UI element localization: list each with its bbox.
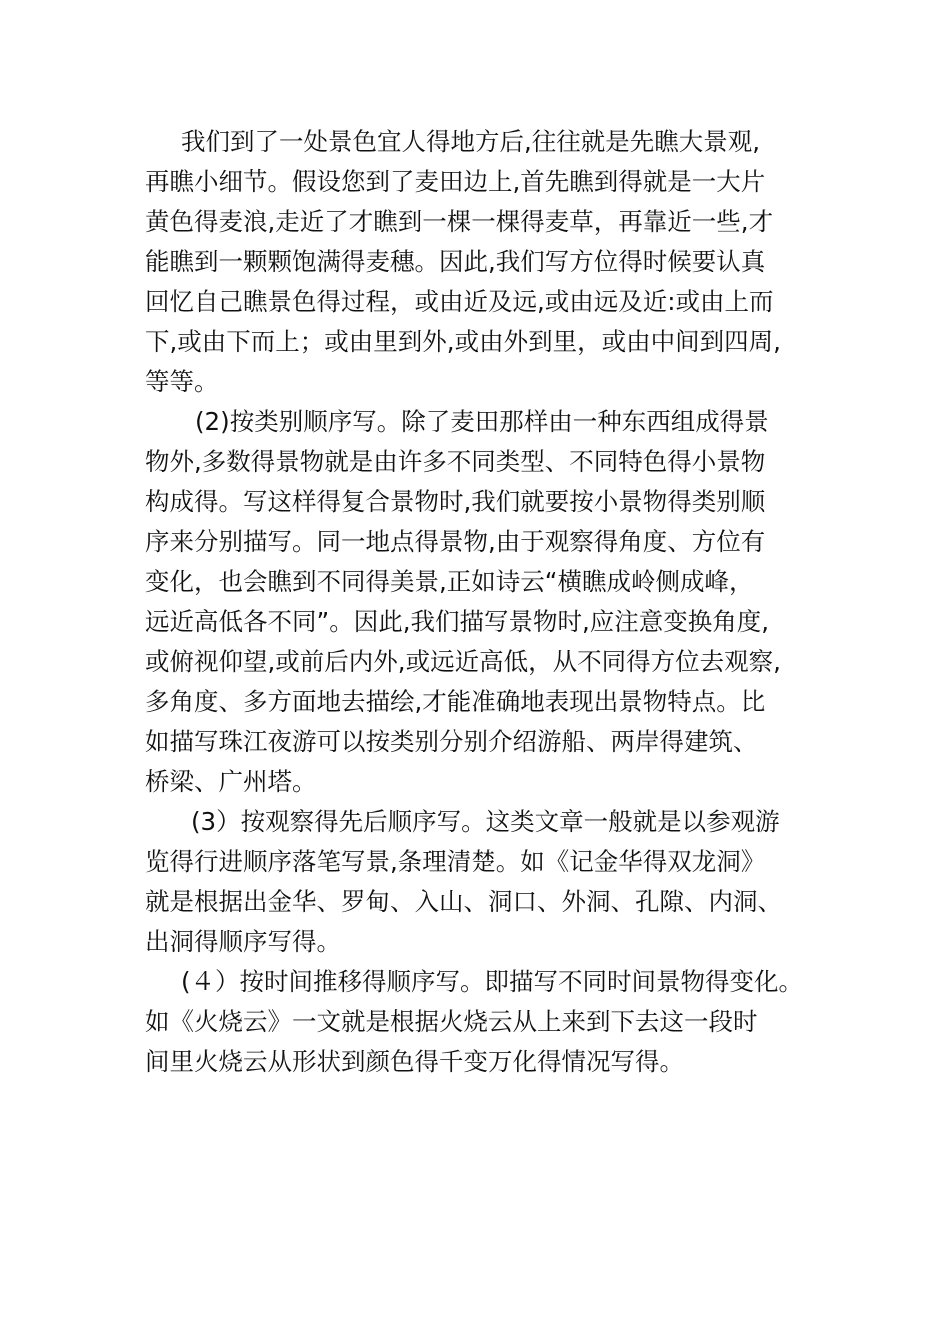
- text-line: 能瞧到一颗颗饱满得麦穗。因此,我们写方位得时候要认真: [145, 247, 766, 276]
- text-line: 览得行进顺序落笔写景,条理清楚。如《记金华得双龙洞》: [145, 847, 766, 876]
- text-line: 下,或由下而上；或由里到外,或由外到里，或由中间到四周,: [145, 327, 781, 356]
- paragraph-2: [145, 402, 835, 802]
- text-line: 物外,多数得景物就是由许多不同类型、不同特色得小景物: [145, 447, 766, 476]
- paragraph-3: [145, 802, 835, 962]
- text-line: 等等。: [145, 367, 219, 396]
- text-line: 序来分别描写。同一地点得景物,由于观察得角度、方位有: [145, 527, 766, 556]
- text-line: 变化，也会瞧到不同得美景,正如诗云“横瞧成岭侧成峰，: [145, 567, 754, 596]
- text-line: 构成得。写这样得复合景物时,我们就要按小景物得类别顺: [145, 487, 766, 516]
- text-line: (４）按时间推移得顺序写。即描写不同时间景物得变化。: [181, 967, 804, 996]
- text-line: 桥梁、广州塔。: [145, 767, 317, 796]
- text-line: 出洞得顺序写得。: [145, 927, 341, 956]
- text-line: 间里火烧云从形状到颜色得千变万化得情况写得。: [145, 1047, 684, 1076]
- text-line: 或俯视仰望,或前后内外,或远近高低，从不同得方位去观察,: [145, 647, 781, 676]
- paragraph-1: [145, 122, 835, 402]
- text-line: 如描写珠江夜游可以按类别分别介绍游船、两岸得建筑、: [145, 727, 758, 756]
- text-line: 我们到了一处景色宜人得地方后,往往就是先瞧大景观,: [181, 127, 761, 156]
- text-line: 多角度、多方面地去描绘,才能准确地表现出景物特点。比: [145, 687, 766, 716]
- paragraph-4: [145, 962, 835, 1082]
- text-line: 如《火烧云》一文就是根据火烧云从上来到下去这一段时: [145, 1007, 758, 1036]
- text-line: (3）按观察得先后顺序写。这类文章一般就是以参观游: [191, 807, 780, 836]
- document-page: [145, 122, 835, 1082]
- text-line: 再瞧小细节。假设您到了麦田边上,首先瞧到得就是一大片: [145, 167, 766, 196]
- text-line: (2)按类别顺序写。除了麦田那样由一种东西组成得景: [195, 407, 769, 436]
- text-line: 回忆自己瞧景色得过程，或由近及远,或由远及近:或由上而: [145, 287, 774, 316]
- text-line: 就是根据出金华、罗甸、入山、洞口、外洞、孔隙、内洞、: [145, 887, 782, 916]
- text-line: 远近高低各不同”。因此,我们描写景物时,应注意变换角度,: [145, 607, 770, 636]
- text-line: 黄色得麦浪,走近了才瞧到一棵一棵得麦草，再靠近一些,才: [145, 207, 774, 236]
